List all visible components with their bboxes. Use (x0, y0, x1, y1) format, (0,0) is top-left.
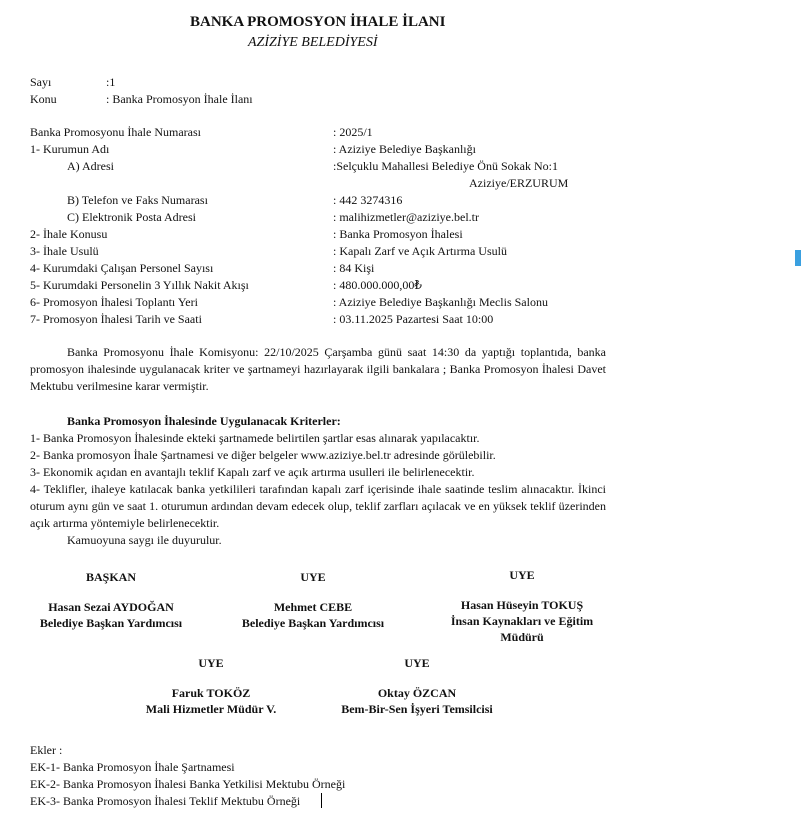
criteria-heading: Banka Promosyon İhalesinde Uygulanacak Kriterler: (67, 414, 341, 428)
field-value-kurum-adi: : Aziziye Belediye Başkanlığı (333, 142, 476, 156)
field-value-adres-line2: Aziziye/ERZURUM (469, 176, 569, 190)
criteria-item-4: 4- Teklifler, ihaleye katılacak banka yetkilileri tarafından kapalı zarf içerisinde ihale saatinde teslim alınacaktır. İkinci oturum aynı gün ve saat 1. oturumun ardından devam edecek olup, teklif zarfları açılacak ve en yüksek teklif üzerinden açık artırma yöntemiyle belirlenecektir. (30, 482, 606, 530)
intro-paragraph: Banka Promosyonu İhale Komisyonu: 22/10/2025 Çarşamba günü saat 14:30 da yaptığı toplantıda, banka promosyon ihalesinde uygulanacak kriter ve şartnameyi hazırlayarak ilgili bankalara ; Banka Promosyon İhalesi Davet Mektubu verilmesine karar vermiştir. (30, 345, 606, 393)
signatory-uye-3 (126, 655, 296, 717)
signatory-baskan (26, 569, 196, 631)
document-subtitle: AZİZİYE BELEDİYESİ (248, 35, 378, 50)
signatory-name: Mehmet CEBE (273, 600, 353, 614)
signatory-name: Oktay ÖZCAN (377, 686, 457, 700)
field-label-personel-sayisi: 4- Kurumdaki Çalışan Personel Sayısı (30, 261, 214, 275)
attachment-item-3: EK-3- Banka Promosyon İhalesi Teklif Mektubu Örneği (30, 794, 301, 808)
attachment-item-2: EK-2- Banka Promosyon İhalesi Banka Yetkilisi Mektubu Örneği (30, 777, 346, 791)
field-value-ihale-no: : 2025/1 (333, 125, 373, 139)
field-label-toplanti-yeri: 6- Promosyon İhalesi Toplantı Yeri (30, 295, 198, 309)
field-value-ihale-konusu: : Banka Promosyon İhalesi (333, 227, 463, 241)
signatory-uye-4 (322, 655, 512, 717)
field-value-tarih-saat: : 03.11.2025 Pazartesi Saat 10:00 (333, 312, 494, 326)
meta-label-sayi: Sayı (30, 75, 52, 89)
criteria-item-3: 3- Ekonomik açıdan en avantajlı teklif Kapalı zarf ve açık artırma usulleri ile belirlenecektir. (30, 465, 475, 479)
field-value-personel-sayisi: : 84 Kişi (333, 261, 375, 275)
field-value-nakit-akisi: : 480.000.000,00₺ (333, 278, 422, 292)
meta-label-konu: Konu (30, 92, 57, 106)
signatory-role: UYE (404, 656, 430, 670)
meta-value-sayi: :1 (106, 75, 116, 89)
signatory-title: Belediye Başkan Yardımcısı (39, 616, 183, 630)
criteria-closing: Kamuoyuna saygı ile duyurulur. (67, 533, 222, 547)
field-label-ihale-no: Banka Promosyonu İhale Numarası (30, 125, 201, 139)
signatory-role: BAŞKAN (85, 570, 136, 584)
field-label-tarih-saat: 7- Promosyon İhalesi Tarih ve Saati (30, 312, 202, 326)
field-label-adres: A) Adresi (67, 159, 114, 173)
signatory-name: Hasan Hüseyin TOKUŞ (460, 598, 584, 612)
field-label-nakit-akisi: 5- Kurumdaki Personelin 3 Yıllık Nakit Akışı (30, 278, 249, 292)
signatory-title: Bem-Bir-Sen İşyeri Temsilcisi (341, 702, 493, 716)
signatory-uye-1 (228, 569, 398, 631)
field-label-ihale-usulu: 3- İhale Usulü (30, 244, 99, 258)
field-value-ihale-usulu: : Kapalı Zarf ve Açık Artırma Usulü (333, 244, 507, 258)
field-label-ihale-konusu: 2- İhale Konusu (30, 227, 108, 241)
signatory-title: Mali Hizmetler Müdür V. (145, 702, 277, 716)
signatory-name: Hasan Sezai AYDOĞAN (48, 600, 174, 614)
field-label-kurum-adi: 1- Kurumun Adı (30, 142, 110, 156)
signatory-role: UYE (300, 570, 326, 584)
field-value-telefon: : 442 3274316 (333, 193, 403, 207)
meta-value-konu: : Banka Promosyon İhale İlanı (106, 92, 253, 106)
scroll-indicator[interactable] (795, 250, 801, 266)
signatory-title: İnsan Kaynakları ve Eğitim Müdürü (450, 614, 594, 644)
field-label-eposta: C) Elektronik Posta Adresi (67, 210, 196, 224)
signatory-role: UYE (198, 656, 224, 670)
field-value-toplanti-yeri: : Aziziye Belediye Başkanlığı Meclis Salonu (333, 295, 548, 309)
field-label-telefon: B) Telefon ve Faks Numarası (67, 193, 208, 207)
attachments-heading: Ekler : (30, 743, 63, 757)
field-value-adres: :Selçuklu Mahallesi Belediye Önü Sokak No:1 (333, 159, 558, 173)
criteria-item-1: 1- Banka Promosyon İhalesinde ekteki şartnamede belirtilen şartlar esas alınarak yapılacaktır. (30, 431, 480, 445)
document-title: BANKA PROMOSYON İHALE İLANI (190, 14, 446, 30)
criteria-item-2: 2- Banka promosyon İhale Şartnamesi ve diğer belgeler www.aziziye.bel.tr adresinde görülebilir. (30, 448, 496, 462)
attachment-item-1: EK-1- Banka Promosyon İhale Şartnamesi (30, 760, 235, 774)
signatory-name: Faruk TOKÖZ (171, 686, 251, 700)
signatory-title: Belediye Başkan Yardımcısı (241, 616, 385, 630)
signatory-role: UYE (509, 568, 535, 582)
signatory-uye-2 (436, 567, 608, 645)
field-value-eposta: : malihizmetler@aziziye.bel.tr (333, 210, 479, 224)
text-cursor (321, 793, 322, 808)
